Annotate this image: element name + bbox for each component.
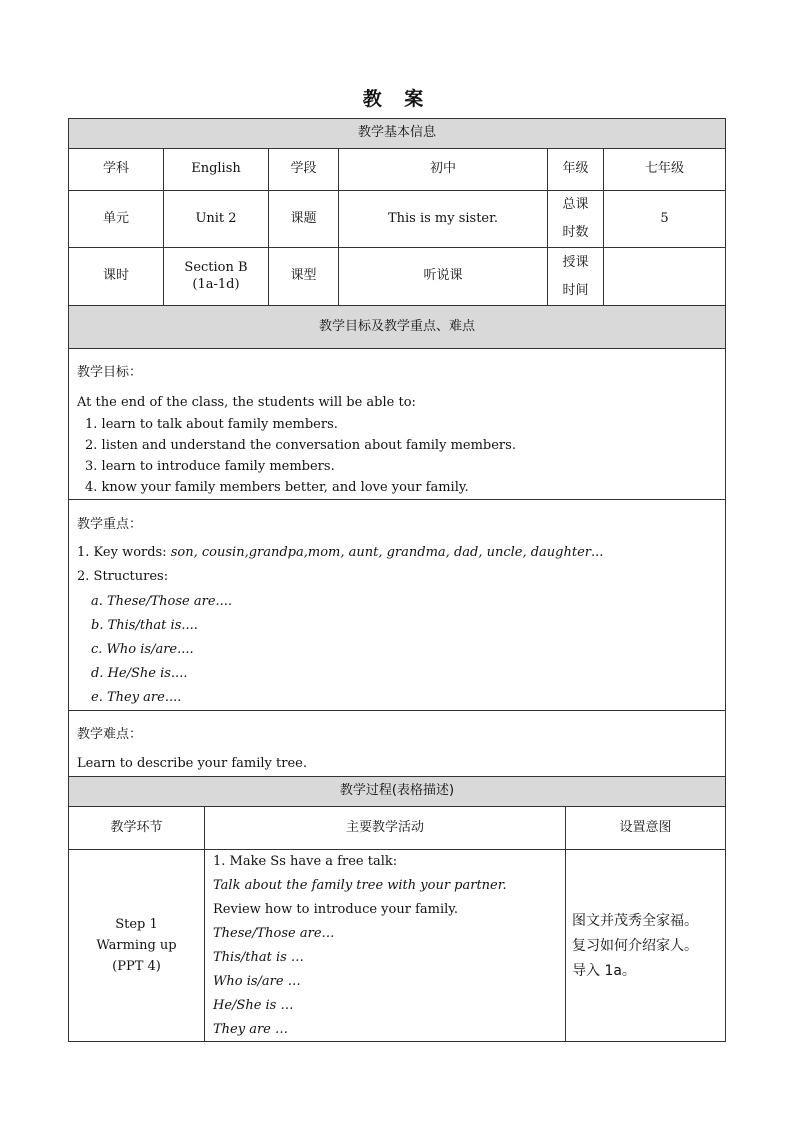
- structures-label: 2. Structures:: [77, 569, 169, 584]
- teaching-time-value: [603, 247, 726, 306]
- step1-stage-line3: (PPT 4): [112, 959, 161, 974]
- activity-line: 1. Make Ss have a free talk:: [213, 854, 398, 869]
- step1-stage: [68, 849, 205, 1042]
- activity-line: Review how to introduce your family.: [213, 902, 459, 917]
- difficulty-text: Learn to describe your family tree.: [77, 756, 307, 771]
- structure-item: e. They are....: [91, 690, 182, 705]
- purpose-line: 导入 1a。: [572, 963, 636, 979]
- activity-line: He/She is …: [213, 998, 294, 1013]
- teaching-time-label-line2: 时间: [562, 282, 589, 298]
- structure-item: d. He/She is....: [91, 666, 188, 681]
- key-words-suffix: ...: [591, 545, 604, 560]
- stage-label: 学段: [268, 148, 339, 191]
- key-points-label: 教学重点：: [77, 517, 143, 532]
- topic-value: This is my sister.: [338, 190, 548, 248]
- objectives-label: 教学目标：: [77, 365, 143, 380]
- topic-label: 课题: [268, 190, 339, 248]
- unit-value: Unit 2: [163, 190, 269, 248]
- step1-stage-line2: Warming up: [96, 938, 177, 953]
- step1-purpose: [565, 849, 726, 1042]
- stage-value: 初中: [338, 148, 548, 191]
- unit-label: 单元: [68, 190, 164, 248]
- period-value-line1: Section B: [184, 259, 248, 275]
- subject-value: English: [163, 148, 269, 191]
- activity-line: These/Those are…: [213, 926, 335, 941]
- activity-line: They are …: [213, 1022, 289, 1037]
- key-words-prefix: 1. Key words:: [77, 545, 171, 560]
- column-header-activities: 主要教学活动: [204, 806, 566, 850]
- objective-item: 1. learn to talk about family members.: [85, 417, 338, 432]
- activity-line: Who is/are …: [213, 974, 301, 989]
- period-value: [163, 247, 269, 306]
- difficulty-section: [68, 710, 726, 777]
- grade-label: 年级: [547, 148, 604, 191]
- key-words: son, cousin,grandpa,mom, aunt, grandma, dad, uncle, daughter: [170, 545, 592, 560]
- grade-value: 七年级: [603, 148, 726, 191]
- column-header-stage: 教学环节: [68, 806, 205, 850]
- key-words-line: [77, 545, 603, 560]
- structure-item: c. Who is/are....: [91, 642, 194, 657]
- column-header-purpose: 设置意图: [565, 806, 726, 850]
- objectives-header: 教学目标及教学重点、难点: [68, 305, 726, 349]
- objectives-intro: At the end of the class, the students will be able to:: [77, 395, 416, 410]
- total-hours-label: [547, 190, 604, 248]
- document-title: 教 案: [362, 88, 432, 110]
- objective-item: 3. learn to introduce family members.: [85, 459, 335, 474]
- teaching-time-label-line1: 授课: [562, 254, 589, 270]
- period-label: 课时: [68, 247, 164, 306]
- step1-stage-line1: Step 1: [115, 917, 158, 932]
- subject-label: 学科: [68, 148, 164, 191]
- teaching-time-label: [547, 247, 604, 306]
- purpose-line: 复习如何介绍家人。: [572, 938, 698, 954]
- objective-item: 4. know your family members better, and love your family.: [85, 480, 469, 495]
- type-label: 课型: [268, 247, 339, 306]
- activity-line: Talk about the family tree with your partner.: [213, 878, 507, 893]
- total-hours-value: 5: [603, 190, 726, 248]
- purpose-line: 图文并茂秀全家福。: [572, 913, 698, 929]
- basic-info-header: 教学基本信息: [68, 118, 726, 149]
- objective-item: 2. listen and understand the conversation about family members.: [85, 438, 516, 453]
- structure-item: b. This/that is....: [91, 618, 198, 633]
- key-points-section: [68, 499, 726, 711]
- step1-activities: [204, 849, 566, 1042]
- difficulty-label: 教学难点：: [77, 727, 143, 742]
- type-value: 听说课: [338, 247, 548, 306]
- period-value-line2: (1a-1d): [192, 276, 240, 292]
- structure-item: a. These/Those are....: [91, 594, 233, 609]
- total-hours-label-line2: 时数: [562, 225, 589, 240]
- objectives-section: [68, 348, 726, 500]
- activity-line: This/that is …: [213, 950, 304, 965]
- process-header: 教学过程(表格描述): [68, 776, 726, 807]
- total-hours-label-line1: 总课: [562, 197, 589, 212]
